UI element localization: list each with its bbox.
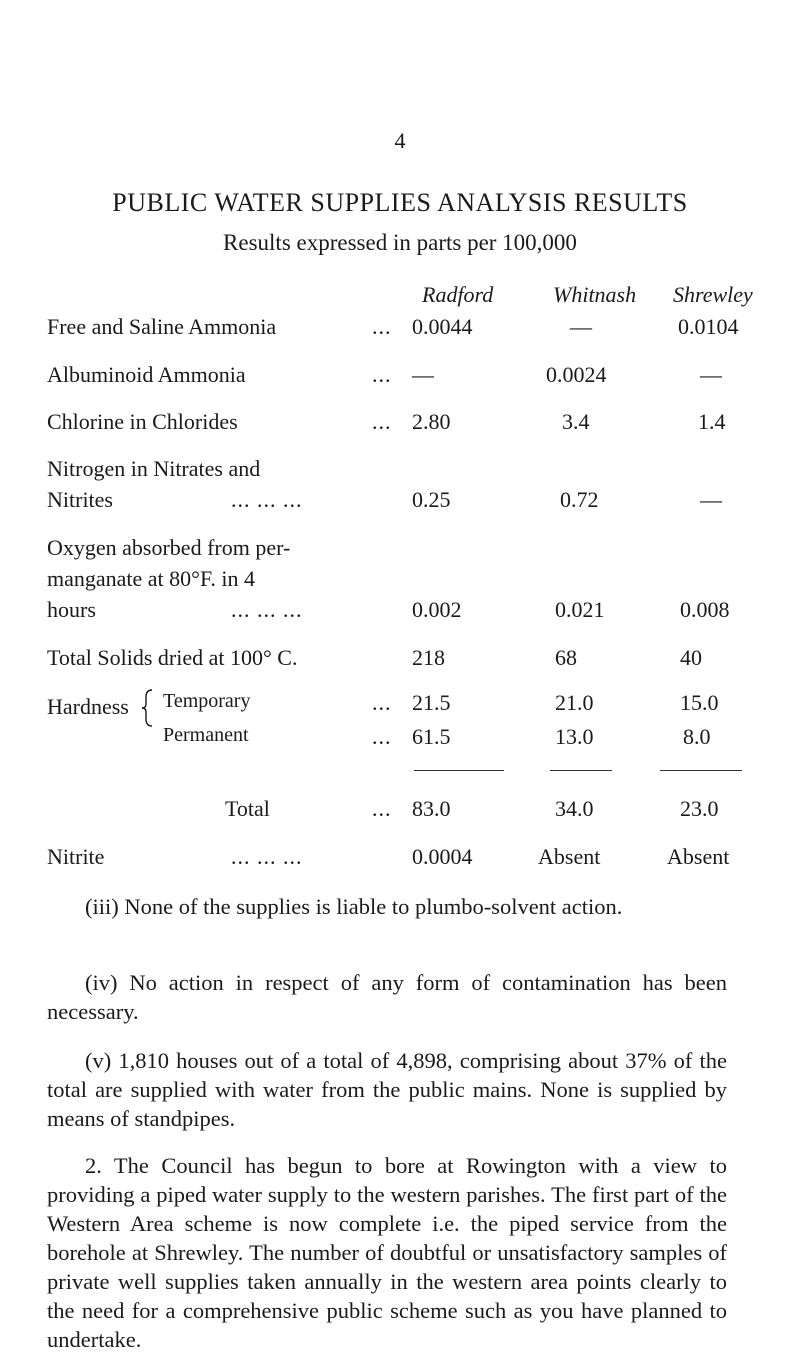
paragraph-2: [47, 1151, 727, 1354]
row-label: Nitrite: [47, 844, 105, 869]
page-number: 4: [394, 128, 406, 153]
sum-rule: [550, 770, 612, 771]
cell-whitnash: 34.0: [555, 796, 594, 821]
page-subtitle: Results expressed in parts per 100,000: [223, 230, 577, 255]
cell-radford: —: [412, 362, 434, 387]
row-label: Total Solids dried at 100° C.: [47, 645, 298, 670]
leader-dots: ...: [372, 690, 392, 715]
leader-dots: ...: [372, 314, 392, 339]
leader-dots: ...: [372, 796, 392, 821]
paragraph-text: (iv) No action in respect of any form of contamination has been necessary.: [47, 970, 727, 1024]
row-label: Oxygen absorbed from per-: [47, 535, 291, 560]
cell-shrewley: Absent: [667, 844, 730, 869]
row-label: hours: [47, 597, 96, 622]
cell-whitnash: —: [570, 314, 592, 339]
paragraph-v: [47, 1046, 727, 1133]
cell-radford: 2.80: [412, 409, 451, 434]
row-label: Albuminoid Ammonia: [47, 362, 246, 387]
leader-dots: ...: [372, 409, 392, 434]
cell-radford: 0.002: [412, 597, 462, 622]
cell-shrewley: 23.0: [680, 796, 719, 821]
brace-icon: [141, 688, 155, 728]
paragraph-text: (iii) None of the supplies is liable to plumbo-solvent action.: [85, 894, 623, 919]
cell-shrewley: 0.0104: [678, 314, 739, 339]
cell-radford: 0.0044: [412, 314, 473, 339]
leader-dots: ...: [372, 724, 392, 749]
column-header-shrewley: Shrewley: [673, 282, 753, 307]
cell-shrewley: 15.0: [680, 690, 719, 715]
cell-shrewley: 8.0: [683, 724, 711, 749]
cell-whitnash: 0.021: [555, 597, 605, 622]
column-header-whitnash: Whitnash: [553, 282, 637, 307]
leader-dots: ... ... ...: [231, 487, 303, 512]
leader-dots: ...: [372, 362, 392, 387]
hardness-permanent-label: Permanent: [163, 724, 249, 746]
row-label: Nitrogen in Nitrates and: [47, 456, 261, 481]
row-label: Free and Saline Ammonia: [47, 314, 277, 339]
cell-radford: 61.5: [412, 724, 451, 749]
leader-dots: ... ... ...: [231, 844, 303, 869]
cell-shrewley: —: [700, 362, 722, 387]
paragraph-iii: [47, 892, 727, 921]
paragraph-text: 2. The Council has begun to bore at Rowington with a view to providing a piped water supply to the western parishes. The first part of the Western Area scheme is now complete i.e. the piped service from the borehole at Shrewley. The number of doubtful or unsatisfactory samples of private well supplies taken annually in the western area points clearly to the need for a comprehensive public scheme such as you have planned to undertake.: [47, 1153, 727, 1352]
hardness-label: Hardness: [47, 694, 129, 719]
row-label: Chlorine in Chlorides: [47, 409, 238, 434]
sum-rule: [414, 770, 504, 771]
cell-radford: 0.25: [412, 487, 451, 512]
row-label: Nitrites: [47, 487, 113, 512]
page-title: PUBLIC WATER SUPPLIES ANALYSIS RESULTS: [112, 188, 688, 217]
cell-shrewley: 1.4: [698, 409, 726, 434]
paragraph-text: (v) 1,810 houses out of a total of 4,898, comprising about 37% of the total are supplied with water from the public mains. None is supplied by means of standpipes.: [47, 1048, 727, 1131]
cell-shrewley: 40: [680, 645, 702, 670]
cell-shrewley: —: [700, 487, 722, 512]
leader-dots: ... ... ...: [231, 597, 303, 622]
cell-radford: 83.0: [412, 796, 451, 821]
sum-rule: [660, 770, 742, 771]
cell-whitnash: 0.72: [560, 487, 599, 512]
cell-whitnash: 3.4: [562, 409, 590, 434]
cell-radford: 218: [412, 645, 445, 670]
column-header-radford: Radford: [422, 282, 494, 307]
cell-radford: 21.5: [412, 690, 451, 715]
cell-shrewley: 0.008: [680, 597, 730, 622]
cell-radford: 0.0004: [412, 844, 473, 869]
paragraph-iv: [47, 968, 727, 1026]
row-label: manganate at 80°F. in 4: [47, 566, 256, 591]
hardness-temporary-label: Temporary: [163, 690, 251, 712]
cell-whitnash: Absent: [538, 844, 601, 869]
cell-whitnash: 0.0024: [546, 362, 607, 387]
cell-whitnash: 21.0: [555, 690, 594, 715]
cell-whitnash: 68: [555, 645, 577, 670]
cell-whitnash: 13.0: [555, 724, 594, 749]
total-label: Total: [225, 796, 270, 821]
